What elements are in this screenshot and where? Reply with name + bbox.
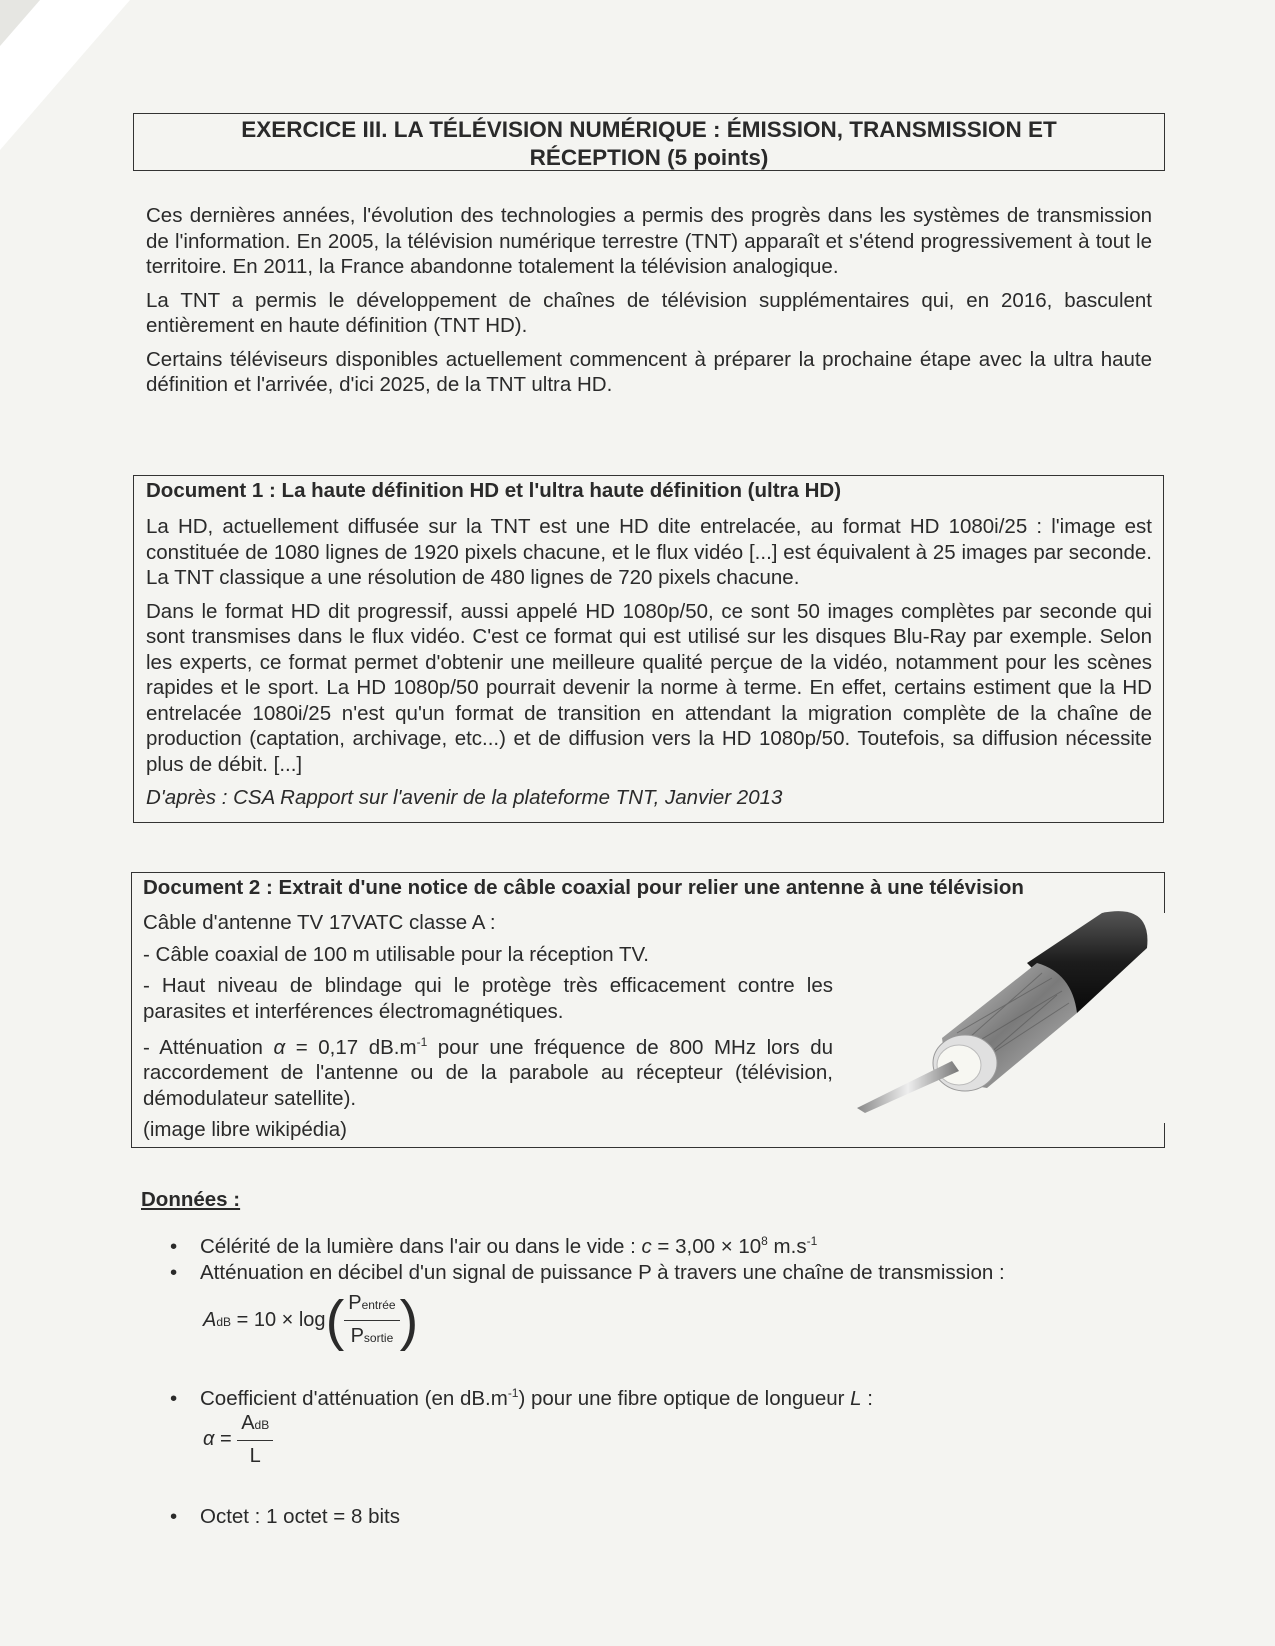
title-line-1: EXERCICE III. LA TÉLÉVISION NUMÉRIQUE : ÉMISSION, TRANSMISSION ET (241, 117, 1057, 142)
intro-text (146, 203, 1152, 406)
cable-length: - Câble coaxial de 100 m utilisable pour la réception TV. (143, 942, 649, 966)
data-light-speed: • Célérité de la lumière dans l'air ou dans le vide : $c = 3,00 \times 10^8$ $m.s^{-1}$ (170, 1234, 818, 1258)
coaxial-cable-image (847, 903, 1157, 1113)
formula-attenuation-db: AdB = 10 × log( $\frac{\text{Pentrée}}{\text{Psortie}}$ ) (203, 1288, 419, 1352)
data-attenuation-coefficient: • Coefficient d'atténuation (en $dB.m^{-1}$) pour une fibre optique de longueur L : (170, 1386, 873, 1410)
document-1-paragraph-2: Dans le format HD dit progressif, aussi appelé HD 1080p/50, ce sont 50 images complètes par seconde qui sont transmises dans le flux vidéo. C'est ce format qui est utilisé sur les disques Blu-Ray par exemple. Selon les experts, ce format permet d'obtenir une meilleure qualité perçue de la vidéo, notamment pour les scènes rapides et le sport. La HD 1080p/50 pourrait devenir la norme à terme. En effet, certains estiment que la HD entrelacée 1080i/25 n'est qu'un format de transition en attendant la migration complète de la chaîne de production (captation, archivage, etc...) et de diffusion vers la HD 1080p/50. Toutefois, sa diffusion nécessite plus de débit. [...] (146, 599, 1152, 776)
image-credit: (image libre wikipédia) (143, 1118, 347, 1142)
document-1-source: D'après : CSA Rapport sur l'avenir de la plateforme TNT, Janvier 2013 (146, 786, 783, 809)
formula-alpha: α = $\frac{\text{AdB}}{L}$ (203, 1410, 273, 1469)
scan-corner-shadow (0, 0, 130, 150)
data-octet: • Octet : 1 octet = 8 bits (170, 1505, 400, 1528)
document-2-title: Document 2 : Extrait d'une notice de câble coaxial pour relier une antenne à une télévision (143, 876, 1024, 899)
intro-paragraph-1: Ces dernières années, l'évolution des technologies a permis des progrès dans les systèmes de transmission de l'information. En 2005, la télévision numérique terrestre (TNT) apparaît et s'étend progressivement à tout le territoire. En 2011, la France abandonne totalement la télévision analogique. (146, 204, 1152, 278)
document-1-box (133, 475, 1164, 823)
intro-paragraph-3: Certains téléviseurs disponibles actuellement commencent à préparer la prochaine étape avec la ultra haute définition et l'arrivée, d'ici 2025, de la TNT ultra HD. (146, 347, 1152, 396)
cable-shielding: - Haut niveau de blindage qui le protège très efficacement contre les parasites et interférences électromagnétiques. (143, 974, 833, 1023)
cable-name: Câble d'antenne TV 17VATC classe A : (143, 911, 496, 934)
document-1-title: Document 1 : La haute définition HD et l'ultra haute définition (ultra HD) (146, 479, 842, 502)
donnees-heading: Données : (141, 1188, 241, 1211)
document-2-box (131, 872, 1165, 1148)
data-attenuation: • Atténuation en décibel d'un signal de puissance P à travers une chaîne de transmission : (170, 1261, 1005, 1284)
document-1-paragraph-1: La HD, actuellement diffusée sur la TNT est une HD dite entrelacée, au format HD 1080i/25 : l'image est constituée de 1080 lignes de 1920 pixels chacune, et le flux vidéo [...] est équivalent à 25 images par seconde. La TNT classique a une résolution de 480 lignes de 720 pixels chacune. (146, 515, 1152, 589)
document-2-body (143, 910, 833, 1149)
title-line-2: RÉCEPTION (5 points) (529, 145, 769, 170)
intro-paragraph-2: La TNT a permis le développement de chaînes de télévision supplémentaires qui, en 2016, basculent entièrement en haute définition (TNT HD). (146, 288, 1152, 337)
exercise-title (133, 113, 1165, 171)
document-1-body (146, 514, 1152, 819)
cable-attenuation: - Atténuation α = 0,17 $dB.m^{-1}$ pour une fréquence de 800 MHz lors du raccordement de l'antenne ou de la parabole au récepteur (télévision, démodulateur satellite). (143, 1035, 833, 1110)
